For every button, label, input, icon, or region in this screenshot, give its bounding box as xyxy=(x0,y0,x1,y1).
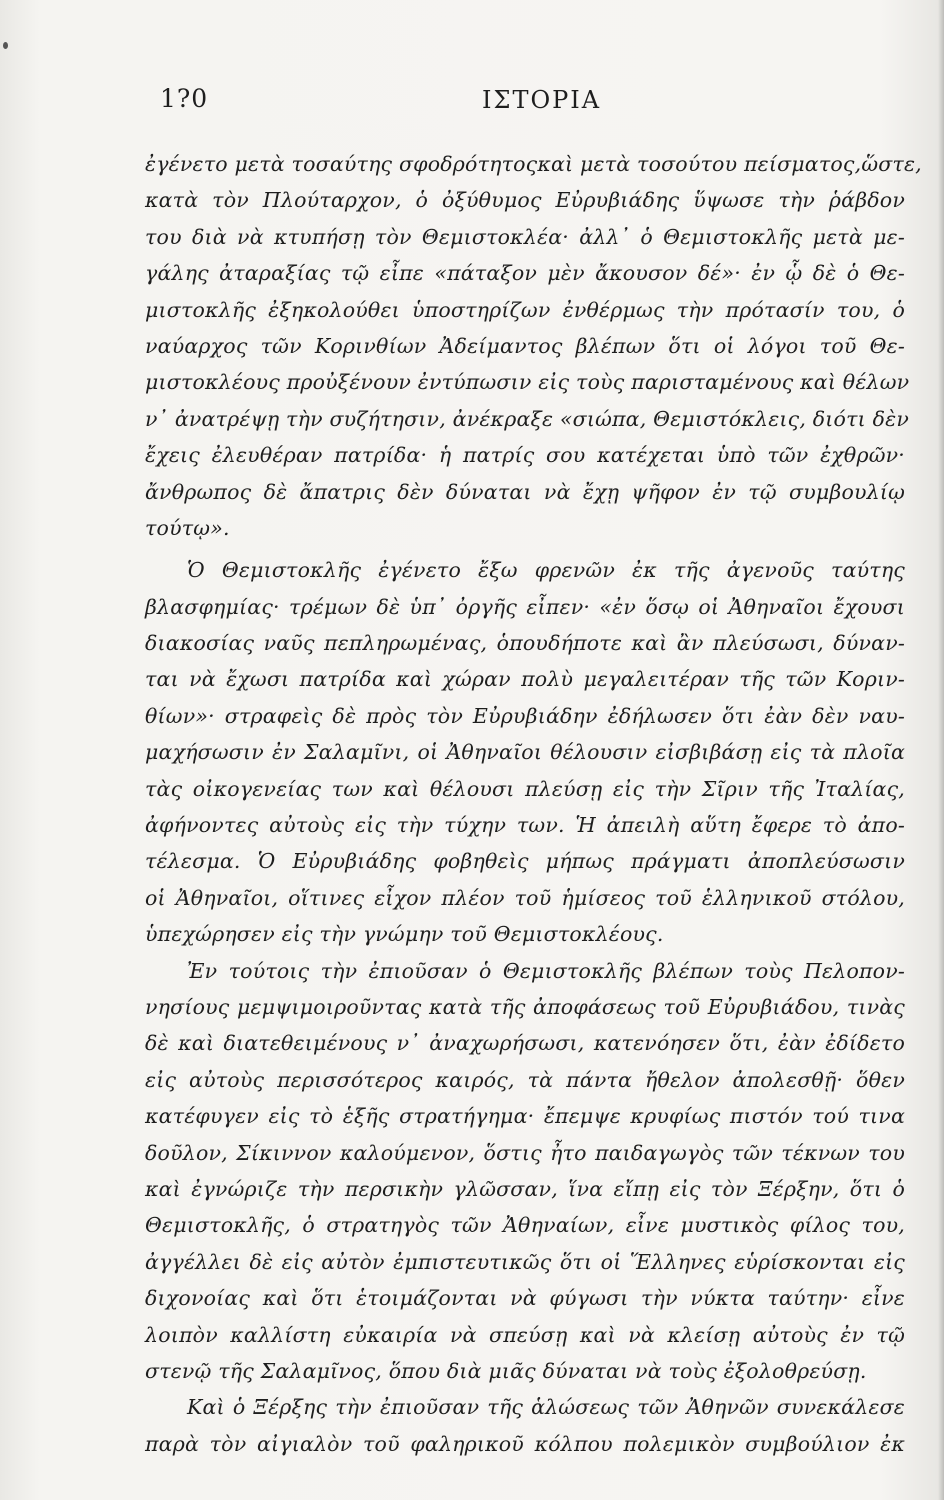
paragraph xyxy=(145,953,905,1390)
paragraph xyxy=(145,146,922,546)
text-line: ναύαρχος τῶν Κορινθίων Ἀδείμαντος βλέπων ὅτι οἱ λόγοι τοῦ Θε- xyxy=(145,333,905,358)
text-line: στενῷ τῆς Σαλαμῖνος, ὅπου διὰ μιᾶς δύναται νὰ τοὺς ἐξολοθρεύσῃ. xyxy=(145,1358,867,1383)
text-line: μιστοκλῆς ἐξηκολούθει ὑποστηρίζων ἐνθέρμως τὴν πρότασίν του, ὁ xyxy=(145,297,905,322)
text-line: θίων»· στραφεὶς δὲ πρὸς τὸν Εὐρυβιάδην ἐδήλωσεν ὅτι ἐὰν δὲν ναυ- xyxy=(145,703,905,728)
text-line: Ἐν τούτοις τὴν ἐπιοῦσαν ὁ Θεμιστοκλῆς βλέπων τοὺς Πελοπον- xyxy=(187,958,905,983)
text-line: ται νὰ ἔχωσι πατρίδα καὶ χώραν πολὺ μεγαλειτέραν τῆς τῶν Κοριν- xyxy=(145,667,905,692)
text-line: ὑπεχώρησεν εἰς τὴν γνώμην τοῦ Θεμιστοκλέους. xyxy=(145,922,664,947)
text-line: μαχήσωσιν ἐν Σαλαμῖνι, οἱ Ἀθηναῖοι θέλουσιν εἰσβιβάσῃ εἰς τὰ πλοῖα xyxy=(145,740,905,765)
text-line: δὲ καὶ διατεθειμένους ν᾽ ἀναχωρήσωσι, κατενόησεν ὅτι, ἐὰν ἐδίδετο xyxy=(145,1031,905,1056)
text-line: διακοσίας ναῦς πεπληρωμένας, ὁπουδήποτε καὶ ἂν πλεύσωσι, δύναν- xyxy=(145,631,905,656)
paragraph xyxy=(145,1389,905,1462)
text-line: του διὰ νὰ κτυπήσῃ τὸν Θεμιστοκλέα· ἀλλ᾽ ὁ Θεμιστοκλῆς μετὰ με- xyxy=(145,224,905,249)
text-line: διχονοίας καὶ ὅτι ἑτοιμάζονται νὰ φύγωσι τὴν νύκτα ταύτην· εἶνε xyxy=(145,1286,905,1311)
text-line: ἀφήνοντες αὐτοὺς εἰς τὴν τύχην των. Ἡ ἀπειλὴ αὕτη ἔφερε τὸ ἀπο- xyxy=(145,813,905,838)
running-title: ΙΣΤΟΡΙΑ xyxy=(482,86,602,114)
text-line: ἐγένετο μετὰ τοσαύτης σφοδρότητοςκαὶ μετὰ τοσούτου πείσματος,ὥστε, xyxy=(145,152,922,176)
text-line: νησίους μεμψιμοιροῦντας κατὰ τῆς ἀποφάσεως τοῦ Εὐρυβιάδου, τινὰς xyxy=(145,994,905,1019)
text-line: ἄνθρωπος δὲ ἄπατρις δὲν δύναται νὰ ἔχῃ ψῆφον ἐν τῷ συμβουλίῳ xyxy=(145,479,905,504)
text-line: εἰς αὐτοὺς περισσότερος καιρός, τὰ πάντα ἤθελον ἀπολεσθῇ· ὅθεν xyxy=(145,1067,905,1092)
text-line: Καὶ ὁ Ξέρξης τὴν ἐπιοῦσαν τῆς ἁλώσεως τῶν Ἀθηνῶν συνεκάλεσε xyxy=(187,1395,905,1420)
text-line: παρὰ τὸν αἰγιαλὸν τοῦ φαληρικοῦ κόλπου πολεμικὸν συμβούλιον ἐκ xyxy=(145,1431,905,1456)
text-line: τὰς οἰκογενείας των καὶ θέλουσι πλεύσῃ εἰς τὴν Σῖριν τῆς Ἰταλίας, xyxy=(145,776,905,801)
text-line: μιστοκλέους προὐξένουν ἐντύπωσιν εἰς τοὺς παρισταμένους καὶ θέλων xyxy=(145,370,910,395)
text-line: καὶ ἐγνώριζε τὴν περσικὴν γλῶσσαν, ἵνα εἴπῃ εἰς τὸν Ξέρξην, ὅτι ὁ xyxy=(145,1176,905,1201)
page-number: 1?0 xyxy=(160,84,209,113)
text-line: κατὰ τὸν Πλούταρχον, ὁ ὀξύθυμος Εὐρυβιάδης ὕψωσε τὴν ῥάβδον xyxy=(145,188,905,213)
text-line: Ὁ Θεμιστοκλῆς ἐγένετο ἔξω φρενῶν ἐκ τῆς ἀγενοῦς ταύτης xyxy=(187,558,905,583)
ink-speck xyxy=(3,42,8,49)
paragraph xyxy=(145,552,905,952)
text-line: βλασφημίας· τρέμων δὲ ὑπ᾽ ὀργῆς εἶπεν· «ἐν ὅσῳ οἱ Ἀθηναῖοι ἔχουσι xyxy=(145,594,905,619)
text-line: γάλης ἀταραξίας τῷ εἶπε «πάταξον μὲν ἄκουσον δέ»· ἐν ᾧ δὲ ὁ Θε- xyxy=(145,261,905,286)
text-line: τούτῳ». xyxy=(145,515,230,540)
text-line: ἔχεις ἐλευθέραν πατρίδα· ἡ πατρίς σου κατέχεται ὑπὸ τῶν ἐχθρῶν· xyxy=(145,443,905,468)
text-line: ν᾽ ἀνατρέψῃ τὴν συζήτησιν, ἀνέκραξε «σιώπα, Θεμιστόκλεις, διότι δὲν xyxy=(145,406,909,431)
text-line: Θεμιστοκλῆς, ὁ στρατηγὸς τῶν Ἀθηναίων, εἶνε μυστικὸς φίλος του, xyxy=(145,1213,905,1238)
body-text xyxy=(145,146,922,1462)
page-header xyxy=(0,84,944,124)
text-line: ἀγγέλλει δὲ εἰς αὐτὸν ἐμπιστευτικῶς ὅτι οἱ Ἕλληνες εὑρίσκονται εἰς xyxy=(145,1249,905,1274)
text-line: κατέφυγεν εἰς τὸ ἑξῆς στρατήγημα· ἔπεμψε κρυφίως πιστόν τού τινα xyxy=(145,1104,905,1129)
text-line: τέλεσμα. Ὁ Εὐρυβιάδης φοβηθεὶς μήπως πράγματι ἀποπλεύσωσιν xyxy=(145,849,905,874)
page-edge-shadow xyxy=(938,0,944,1500)
text-line: οἱ Ἀθηναῖοι, οἵτινες εἶχον πλέον τοῦ ἡμίσεος τοῦ ἑλληνικοῦ στόλου, xyxy=(145,885,905,910)
text-line: δοῦλον, Σίκιννον καλούμενον, ὅστις ἦτο παιδαγωγὸς τῶν τέκνων του xyxy=(145,1140,905,1165)
text-line: λοιπὸν καλλίστη εὐκαιρία νὰ σπεύσῃ καὶ νὰ κλείσῃ αὐτοὺς ἐν τῷ xyxy=(145,1322,905,1347)
